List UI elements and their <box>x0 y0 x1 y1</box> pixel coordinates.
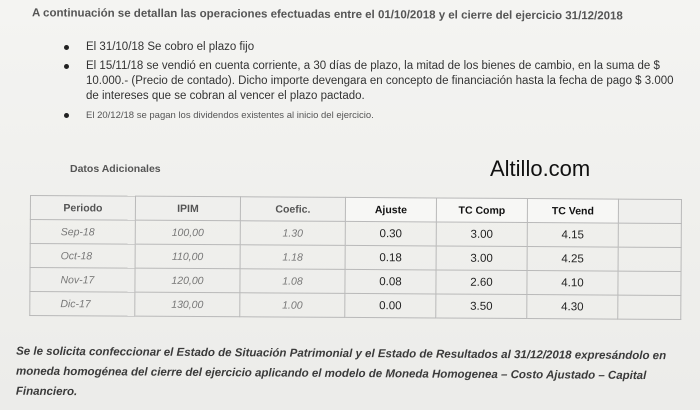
list-item <box>62 108 682 123</box>
cell-periodo: Dic-17 <box>30 292 135 317</box>
cell-ajuste: 0.30 <box>345 221 436 246</box>
table-row <box>30 292 681 320</box>
instructions-text: Se le solicita confeccionar el Estado de Situación Patrimonial y el Estado de Resultados al 31/12/2018 expresándolo en moneda homogénea del cierre del ejercicio aplicando el modelo de Moneda Homogenea – Costo Ajustado – Capital Financiero. <box>15 345 667 399</box>
list-item <box>62 59 682 104</box>
cell-blank <box>618 295 681 319</box>
cell-tc-comp: 3.00 <box>436 246 527 271</box>
section-title: Datos Adicionales <box>70 163 161 175</box>
cell-blank <box>618 223 681 247</box>
bullet-icon <box>64 64 69 69</box>
bullet-icon <box>64 113 69 118</box>
operations-list <box>62 40 682 127</box>
cell-ajuste: 0.08 <box>345 269 436 294</box>
bullet-text: El 31/10/18 Se cobro el plazo fijo <box>86 41 255 53</box>
watermark: Altillo.com <box>490 156 591 181</box>
header-ajuste: Ajuste <box>345 197 436 222</box>
cell-tc-comp: 2.60 <box>436 270 527 295</box>
cell-tc-vend: 4.25 <box>527 247 618 272</box>
intro-text: A continuación se detallan las operaciones efectuadas entre el 01/10/2018 y el cierre del ejercicio 31/12/2018 <box>31 7 623 23</box>
cell-coefic: 1.00 <box>240 293 345 318</box>
cell-tc-vend: 4.15 <box>527 223 618 248</box>
bullet-icon <box>64 45 69 50</box>
cell-periodo: Sep-18 <box>30 220 135 245</box>
header-ipim: IPIM <box>135 196 240 221</box>
bullet-text: El 15/11/18 se vendió en cuenta corriente, a 30 días de plazo, la mitad de los bienes de cambio, en la suma de $ 10.000.- (Precio de contado). Dicho importe devengara en concepto de financiación hasta la fecha de pago $ 3.000 de intereses que se cobran al vencer el plazo pactado. <box>86 60 674 102</box>
header-blank <box>618 199 681 223</box>
cell-blank <box>618 247 681 271</box>
cell-blank <box>618 271 681 295</box>
cell-tc-comp: 3.00 <box>436 222 527 247</box>
header-periodo: Periodo <box>30 196 135 221</box>
cell-ipim: 130,00 <box>135 292 240 317</box>
cell-ipim: 100,00 <box>135 220 240 245</box>
cell-periodo: Nov-17 <box>30 268 135 293</box>
header-coefic: Coefic. <box>240 197 345 222</box>
cell-tc-comp: 3.50 <box>436 294 527 319</box>
cell-ajuste: 0.18 <box>345 245 436 270</box>
cell-coefic: 1.08 <box>240 269 345 294</box>
cell-ipim: 110,00 <box>135 244 240 269</box>
cell-ipim: 120,00 <box>135 268 240 293</box>
header-tc-vend: TC Vend <box>527 199 618 224</box>
data-table <box>29 195 682 320</box>
cell-tc-vend: 4.30 <box>527 295 618 320</box>
cell-ajuste: 0.00 <box>345 293 436 318</box>
header-tc-comp: TC Comp <box>436 198 527 223</box>
cell-coefic: 1.30 <box>240 221 345 246</box>
cell-periodo: Oct-18 <box>30 244 135 269</box>
list-item <box>62 40 682 55</box>
cell-tc-vend: 4.10 <box>527 271 618 296</box>
bullet-text: El 20/12/18 se pagan los dividendos existentes al inicio del ejercicio. <box>86 110 374 121</box>
cell-coefic: 1.18 <box>240 245 345 270</box>
